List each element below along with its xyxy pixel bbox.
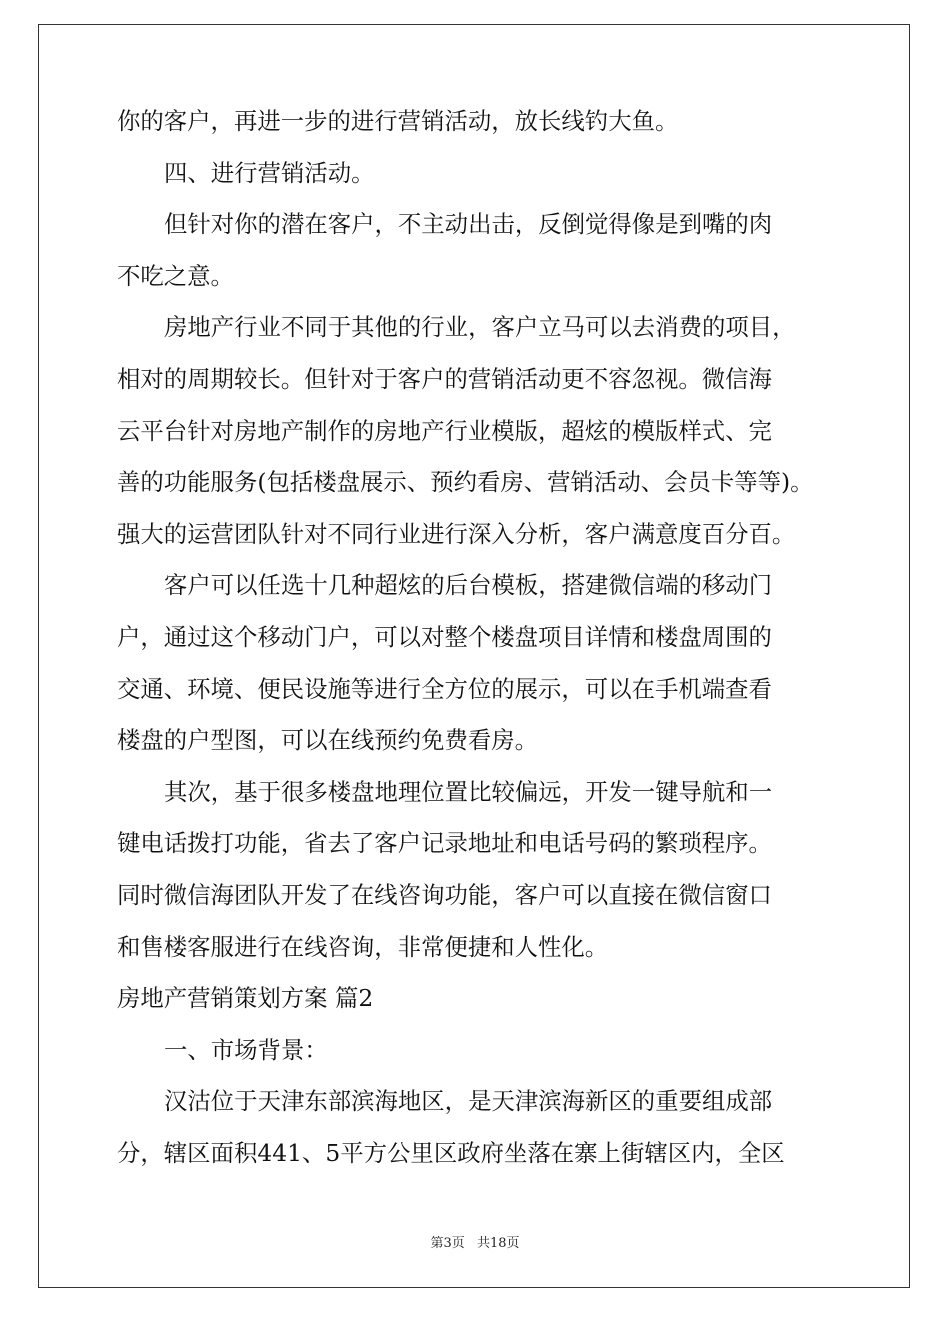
text-line: 四、进行营销活动。 xyxy=(164,158,375,187)
text-line: 汉沽位于天津东部滨海地区，是天津滨海新区的重要组成部 xyxy=(164,1087,773,1116)
text-line: 分，辖区面积441、5平方公里区政府坐落在寨上街辖区内，全区 xyxy=(117,1138,785,1167)
text-line: 交通、环境、便民设施等进行全方位的展示，可以在手机端查看 xyxy=(117,674,772,703)
text-line: 相对的周期较长。但针对于客户的营销活动更不容忽视。微信海 xyxy=(117,364,772,393)
text-line: 同时微信海团队开发了在线咨询功能，客户可以直接在微信窗口 xyxy=(117,880,772,909)
text-line: 其次，基于很多楼盘地理位置比较偏远，开发一键导航和一 xyxy=(164,777,773,806)
text-line: 云平台针对房地产制作的房地产行业模版，超炫的模版样式、完 xyxy=(117,416,772,445)
document-body xyxy=(117,96,833,1179)
text-line: 你的客户，再进一步的进行营销活动，放长线钓大鱼。 xyxy=(117,107,679,135)
page-total: 共18页 xyxy=(476,1236,520,1251)
text-line: 善的功能服务(包括楼盘展示、预约看房、营销活动、会员卡等等)。 xyxy=(117,468,814,497)
text-line: 强大的运营团队针对不同行业进行深入分析，客户满意度百分百。 xyxy=(117,519,796,548)
text-line: 房地产行业不同于其他的行业，客户立马可以去消费的项目， xyxy=(164,313,796,342)
text-line: 户，通过这个移动门户，可以对整个楼盘项目详情和楼盘周围的 xyxy=(117,622,772,651)
page-number: 第3页 xyxy=(430,1236,465,1251)
text-line: 但针对你的潜在客户，不主动出击，反倒觉得像是到嘴的肉 xyxy=(164,210,773,239)
page-footer xyxy=(0,1232,950,1251)
text-line: 和售楼客服进行在线咨询，非常便捷和人性化。 xyxy=(117,932,609,961)
text-line: 不吃之意。 xyxy=(117,261,234,290)
text-line: 楼盘的户型图，可以在线预约免费看房。 xyxy=(117,726,539,755)
text-line: 客户可以任选十几种超炫的后台模板，搭建微信端的移动门 xyxy=(164,571,773,600)
text-line: 房地产营销策划方案 篇2 xyxy=(117,984,374,1013)
text-line: 键电话拨打功能，省去了客户记录地址和电话号码的繁琐程序。 xyxy=(117,829,772,858)
text-line: 一、市场背景： xyxy=(164,1035,328,1064)
